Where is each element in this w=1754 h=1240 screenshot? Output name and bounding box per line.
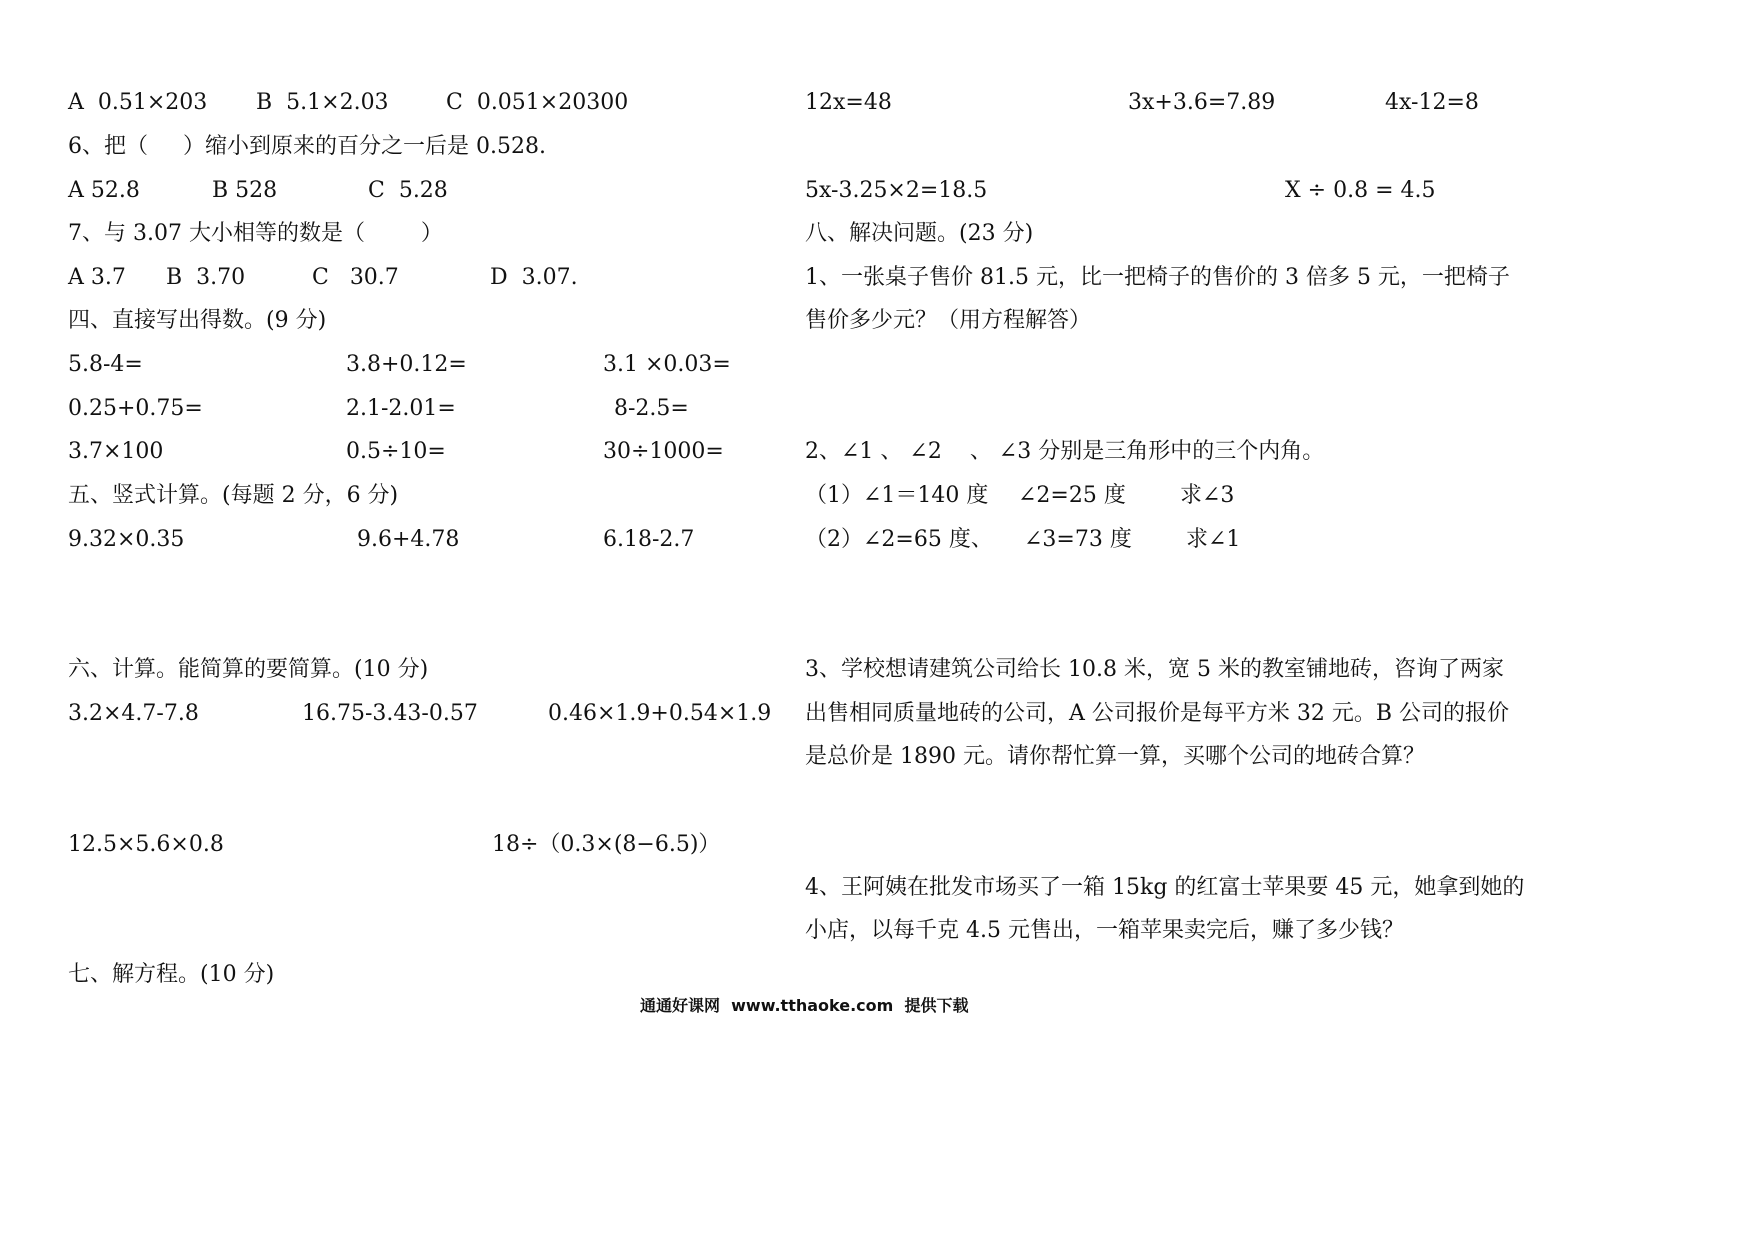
section4-title: 四、直接写出得数。(9 分): [68, 308, 327, 333]
q7-option-a: A 3.7: [68, 265, 126, 290]
equation: X ÷ 0.8 = 4.5: [1285, 178, 1436, 203]
section8-title: 八、解决问题。(23 分): [805, 221, 1034, 246]
q7-option-d: D 3.07.: [490, 265, 578, 290]
problem2-sub2-b: ∠3=73 度: [1024, 527, 1132, 552]
vertical-calc-item: 9.6+4.78: [357, 527, 460, 552]
equation: 3x+3.6=7.89: [1128, 90, 1276, 115]
equation: 12x=48: [805, 90, 892, 115]
calc-item: 3.2×4.7-7.8: [68, 701, 199, 726]
problem2-sub1-b: ∠2=25 度: [1018, 483, 1126, 508]
oral-calc-item: 0.5÷10=: [346, 439, 446, 464]
q6-option-c: C 5.28: [368, 178, 448, 203]
oral-calc-item: 0.25+0.75=: [68, 396, 203, 421]
problem3-line2: 出售相同质量地砖的公司，A 公司报价是每平方米 32 元。B 公司的报价: [805, 701, 1510, 726]
problem2-sub1-c: 求∠3: [1180, 483, 1235, 508]
vertical-calc-item: 9.32×0.35: [68, 527, 185, 552]
problem4-line1: 4、王阿姨在批发市场买了一箱 15kg 的红富士苹果要 45 元，她拿到她的: [805, 875, 1525, 900]
equation: 4x-12=8: [1385, 90, 1479, 115]
q5-option-c: C 0.051×20300: [446, 90, 629, 115]
section6-title: 六、计算。能简算的要简算。(10 分): [68, 657, 429, 682]
problem1-line2: 售价多少元？（用方程解答）: [805, 308, 1092, 333]
problem2-sub2-c: 求∠1: [1186, 527, 1241, 552]
problem2-sub1-a: （1）∠1＝140 度: [805, 483, 989, 508]
q6-text: 6、把（ ）缩小到原来的百分之一后是 0.528.: [68, 134, 546, 159]
oral-calc-item: 30÷1000=: [603, 439, 724, 464]
q7-text: 7、与 3.07 大小相等的数是（ ）: [68, 221, 443, 246]
calc-item: 16.75-3.43-0.57: [302, 701, 478, 726]
calc-item: 0.46×1.9+0.54×1.9: [548, 701, 772, 726]
problem4-line2: 小店，以每千克 4.5 元售出，一箱苹果卖完后，赚了多少钱？: [805, 918, 1404, 943]
oral-calc-item: 8-2.5=: [614, 396, 689, 421]
oral-calc-item: 2.1-2.01=: [346, 396, 456, 421]
equation: 5x-3.25×2=18.5: [805, 178, 988, 203]
section5-title: 五、竖式计算。(每题 2 分，6 分): [68, 483, 399, 508]
calc-item: 18÷（0.3×(8−6.5)）: [492, 832, 721, 857]
q7-option-b: B 3.70: [166, 265, 246, 290]
q6-option-b: B 528: [212, 178, 278, 203]
problem1-line1: 1、一张桌子售价 81.5 元，比一把椅子的售价的 3 倍多 5 元，一把椅子: [805, 265, 1510, 290]
vertical-calc-item: 6.18-2.7: [603, 527, 695, 552]
footer-source: 通通好课网 www.tthaoke.com 提供下载: [640, 996, 969, 1015]
problem3-line1: 3、学校想请建筑公司给长 10.8 米，宽 5 米的教室铺地砖，咨询了两家: [805, 657, 1504, 682]
section7-title: 七、解方程。(10 分): [68, 962, 275, 987]
calc-item: 12.5×5.6×0.8: [68, 832, 224, 857]
q5-option-b: B 5.1×2.03: [256, 90, 389, 115]
oral-calc-item: 3.8+0.12=: [346, 352, 467, 377]
problem2-sub2-a: （2）∠2=65 度、: [805, 527, 993, 552]
oral-calc-item: 3.1 ×0.03=: [603, 352, 731, 377]
q6-option-a: A 52.8: [68, 178, 140, 203]
problem2-line1: 2、∠1 、 ∠2 、 ∠3 分别是三角形中的三个内角。: [805, 439, 1325, 464]
oral-calc-item: 5.8-4=: [68, 352, 143, 377]
q7-option-c: C 30.7: [312, 265, 399, 290]
oral-calc-item: 3.7×100: [68, 439, 164, 464]
problem3-line3: 是总价是 1890 元。请你帮忙算一算，买哪个公司的地砖合算？: [805, 744, 1425, 769]
q5-option-a: A 0.51×203: [68, 90, 208, 115]
